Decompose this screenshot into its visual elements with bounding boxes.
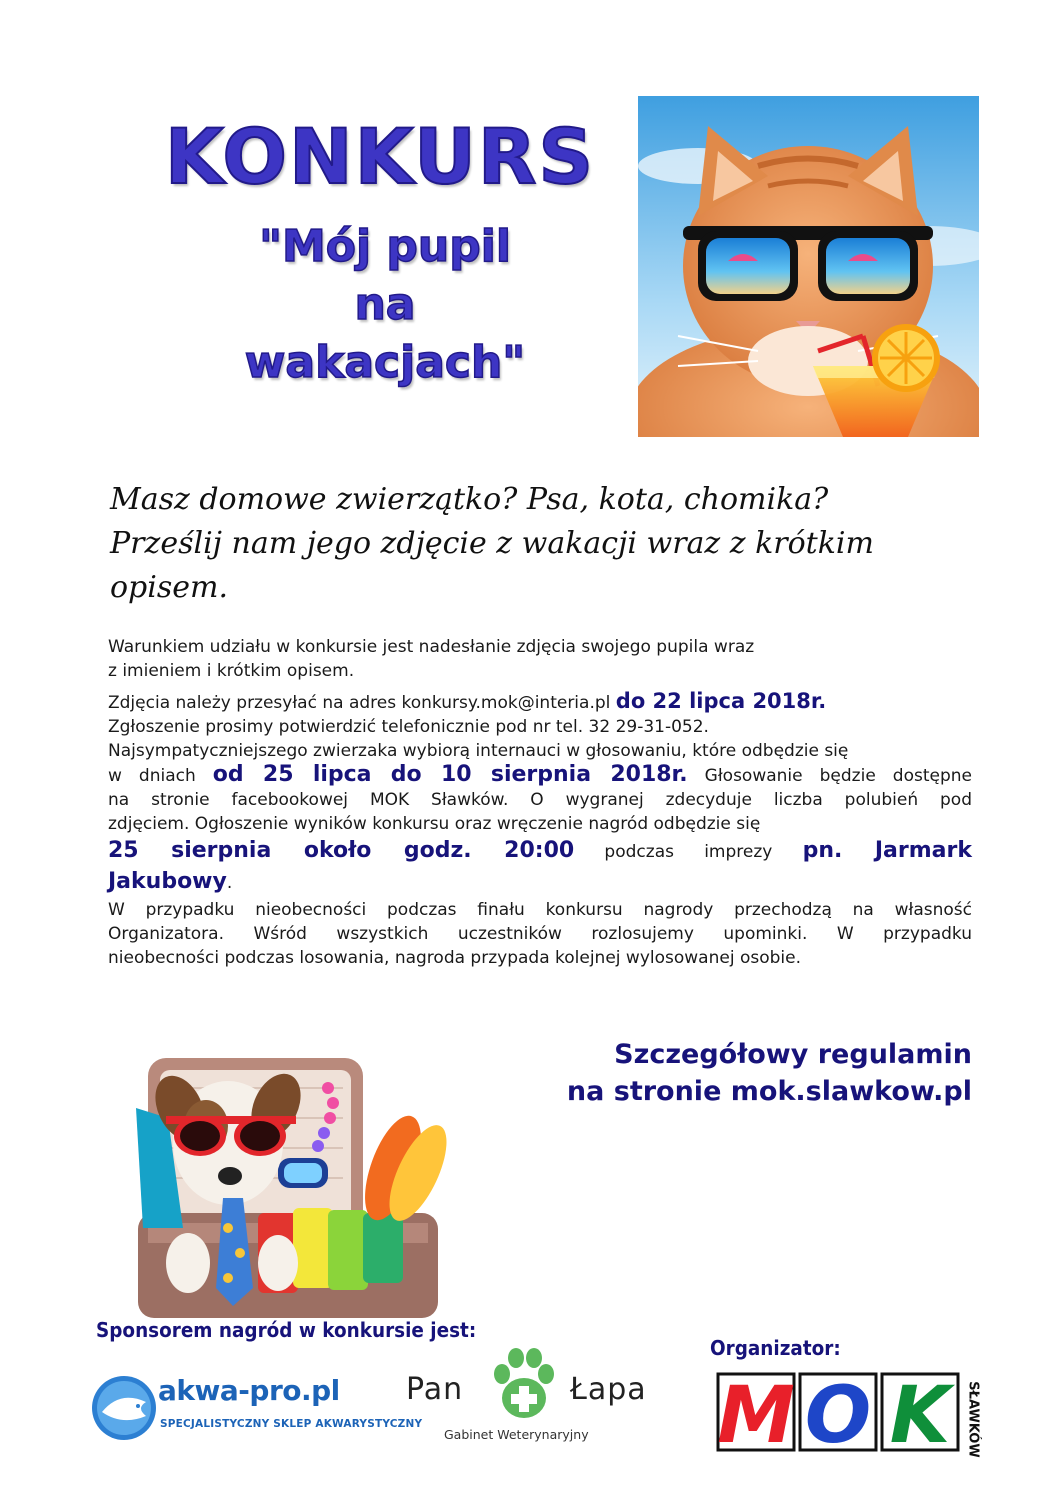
mok-letter: M: [717, 1372, 795, 1452]
mok-letter: K: [889, 1372, 951, 1452]
rules-line: Zgłoszenie prosimy potwierdzić telefonicznie pod nr tel. 32 29-31-052.: [108, 717, 709, 737]
rules-line: zdjęciem. Ogłoszenie wyników konkursu oraz wręczenie nagród odbędzie się: [108, 814, 761, 834]
finale-line-2: [108, 867, 972, 898]
rules-line: Warunkiem udziału w konkursie jest nadesłanie zdjęcia swojego pupila wraz: [108, 637, 755, 657]
subtitle-line: na: [354, 279, 416, 330]
regulations-link-text: [500, 1036, 972, 1110]
pan-lapa-subtitle: Gabinet Weterynaryjny: [444, 1427, 589, 1442]
finale-line: [108, 836, 972, 867]
voting-dates-highlight: od 25 lipca do 10 sierpnia 2018r.: [212, 762, 688, 787]
rules-text: .: [818, 689, 827, 713]
event-name-highlight: Jakubowy: [108, 869, 227, 894]
intro-line: Prześlij nam jego zdjęcie z wakacji wraz z krótkim: [110, 526, 874, 561]
contest-rules: [108, 635, 972, 970]
intro-line: opisem.: [110, 570, 228, 605]
organizer-label: Organizator:: [710, 1336, 841, 1360]
cat-with-sunglasses-photo: [638, 96, 979, 437]
event-name-highlight: pn. Jarmark: [802, 838, 972, 863]
intro-text: [110, 478, 990, 610]
regulations-line: Szczegółowy regulamin: [614, 1039, 972, 1070]
deadline-highlight: do 22 lipca 2018r: [615, 689, 819, 713]
rules-text: Głosowanie będzie dostępne: [687, 766, 972, 786]
pan-lapa-name-right: Łapa: [570, 1372, 647, 1407]
rules-text: Zdjęcia należy przesyłać na adres konkursy.mok@interia.pl: [108, 693, 616, 713]
sponsor-label: Sponsorem nagród w konkursie jest:: [96, 1318, 477, 1342]
rules-text: w dniach: [108, 766, 213, 786]
mok-slawkow-side-text: SŁAWKÓW: [965, 1381, 981, 1458]
rules-line: Najsympatyczniejszego zwierzaka wybiorą internauci w głosowaniu, które odbędzie się: [108, 741, 849, 761]
rules-line: W przypadku nieobecności podczas finału konkursu nagrody przechodzą na własność: [108, 900, 972, 920]
contest-title: KONKURS: [164, 112, 596, 201]
subtitle-line: "Mój pupil: [259, 221, 511, 272]
pan-lapa-name-left: Pan: [406, 1372, 464, 1407]
akwa-pro-name: akwa-pro.pl: [158, 1374, 340, 1407]
mok-slawkow-logo: [716, 1372, 992, 1452]
fish-icon: [90, 1372, 160, 1442]
rules-line: z imieniem i krótkim opisem.: [108, 661, 355, 681]
subtitle-line: wakacjach": [244, 337, 526, 388]
rules-line: nieobecności podczas losowania, nagroda przypada kolejnej wylosowanej osobie.: [108, 948, 801, 968]
akwa-pro-tagline: SPECJALISTYCZNY SKLEP AKWARYSTYCZNY: [160, 1418, 423, 1430]
paw-cross-icon: [488, 1348, 558, 1420]
rules-line: Organizatora. Wśród wszystkich uczestników rozlosujemy upominki. W przypadku: [108, 924, 972, 944]
rules-submission: [108, 689, 972, 715]
regulations-line: na stronie mok.slawkow.pl: [566, 1076, 972, 1107]
intro-line: Masz domowe zwierzątko? Psa, kota, chomika?: [110, 482, 829, 517]
contest-subtitle: [150, 218, 620, 392]
rules-text: podczas imprezy: [574, 842, 803, 862]
dog-in-suitcase-photo: [128, 1048, 460, 1324]
voting-dates-line: [108, 763, 972, 788]
rules-line: na stronie facebookowej MOK Sławków. O wygranej zdecyduje liczba polubień pod: [108, 790, 972, 810]
mok-letter: O: [804, 1372, 872, 1452]
rules-text: .: [226, 873, 233, 893]
finale-date-highlight: 25 sierpnia około godz. 20:00: [108, 838, 575, 863]
